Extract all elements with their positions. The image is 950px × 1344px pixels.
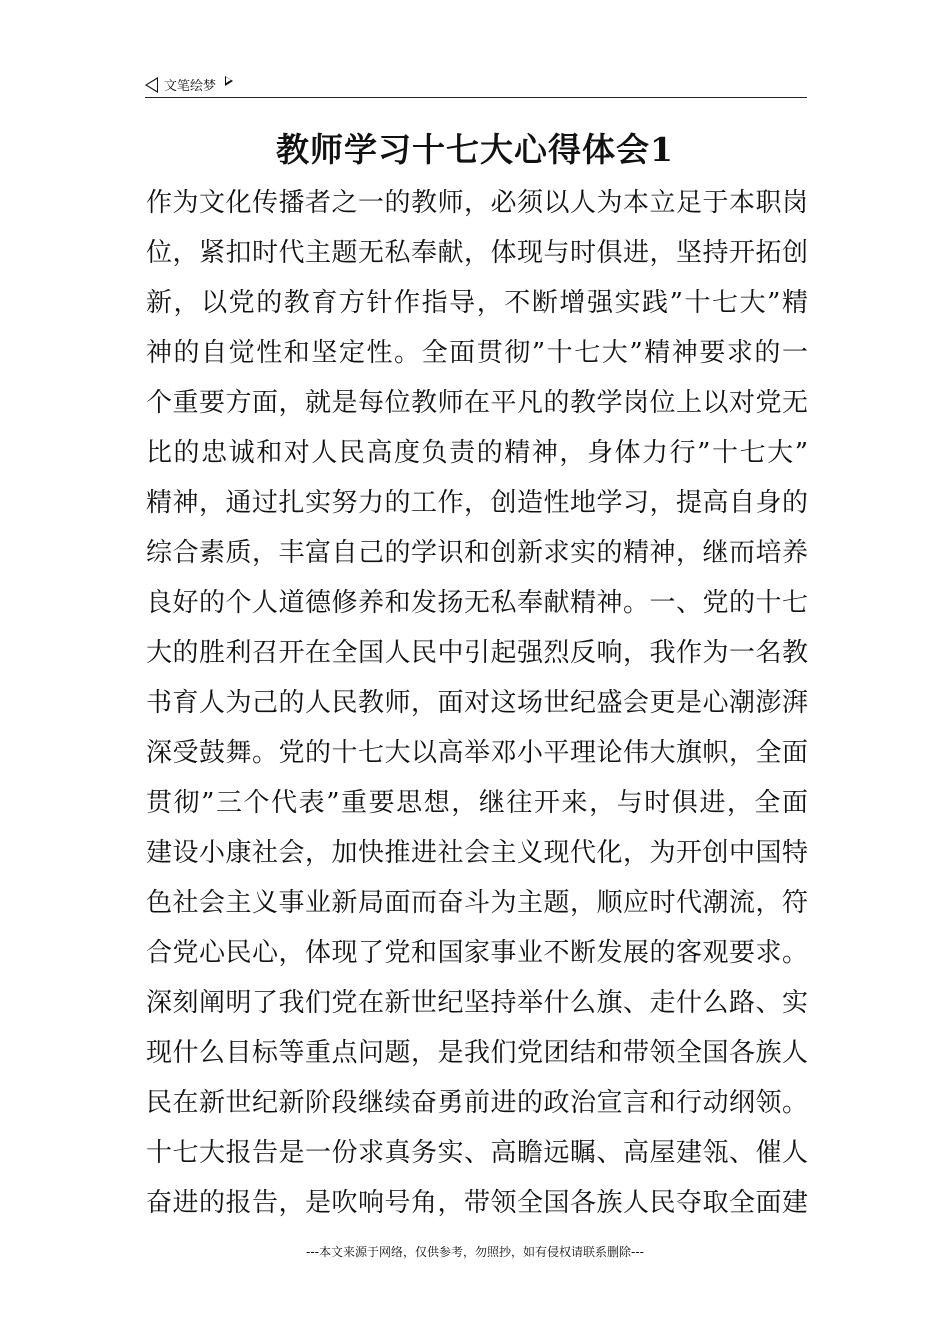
body-line: 大的胜利召开在全国人民中引起强烈反响，我作为一名教 xyxy=(146,638,808,668)
brand-name: 文笔绘梦 xyxy=(164,79,217,94)
body-line: 位，紧扣时代主题无私奉献，体现与时俱进，坚持开拓创 xyxy=(146,238,808,268)
body-line: 现什么目标等重点问题，是我们党团结和带领全国各族人 xyxy=(146,1038,808,1068)
body-line: 深受鼓舞。党的十七大以高举邓小平理论伟大旗帜，全面 xyxy=(146,738,808,768)
body-line: 十七大报告是一份求真务实、高瞻远瞩、高屋建瓴、催人 xyxy=(146,1138,808,1168)
footer-disclaimer: ---本文来源于网络，仅供参考，勿照抄，如有侵权请联系删除--- xyxy=(306,1245,644,1259)
body-line: 比的忠诚和对人民高度负责的精神，身体力行”十七大” xyxy=(146,438,808,468)
body-line: 精神，通过扎实努力的工作，创造性地学习，提高自身的 xyxy=(146,488,808,518)
right-triangle-icon xyxy=(225,76,233,86)
body-line: 建设小康社会，加快推进社会主义现代化，为开创中国特 xyxy=(146,838,808,868)
body-line: 新，以党的教育方针作指导，不断增强实践”十七大”精 xyxy=(146,288,808,318)
body-line: 书育人为己的人民教师，面对这场世纪盛会更是心潮澎湃 xyxy=(146,688,808,718)
document-body xyxy=(146,178,808,1228)
body-line: 贯彻”三个代表”重要思想，继往开来，与时俱进，全面 xyxy=(146,788,808,818)
body-line: 神的自觉性和坚定性。全面贯彻”十七大”精神要求的一 xyxy=(146,338,808,368)
left-triangle-icon xyxy=(145,77,158,93)
body-line: 个重要方面，就是每位教师在平凡的教学岗位上以对党无 xyxy=(146,388,808,418)
body-line: 合党心民心，体现了党和国家事业不断发展的客观要求。 xyxy=(146,938,808,968)
body-line: 深刻阐明了我们党在新世纪坚持举什么旗、走什么路、实 xyxy=(146,988,808,1018)
body-line: 综合素质，丰富自己的学识和创新求实的精神，继而培养 xyxy=(146,538,808,568)
page-header xyxy=(145,72,807,98)
body-line: 良好的个人道德修养和发扬无私奉献精神。一、党的十七 xyxy=(146,588,808,618)
document-title: 教师学习十七大心得体会1 xyxy=(276,130,674,169)
body-line: 作为文化传播者之一的教师，必须以人为本立足于本职岗 xyxy=(146,188,808,218)
brand xyxy=(145,75,233,94)
body-line: 色社会主义事业新局面而奋斗为主题，顺应时代潮流，符 xyxy=(146,888,808,918)
body-line: 奋进的报告，是吹响号角，带领全国各族人民夺取全面建 xyxy=(146,1188,808,1218)
body-line: 民在新世纪新阶段继续奋勇前进的政治宣言和行动纲领。 xyxy=(146,1088,808,1118)
